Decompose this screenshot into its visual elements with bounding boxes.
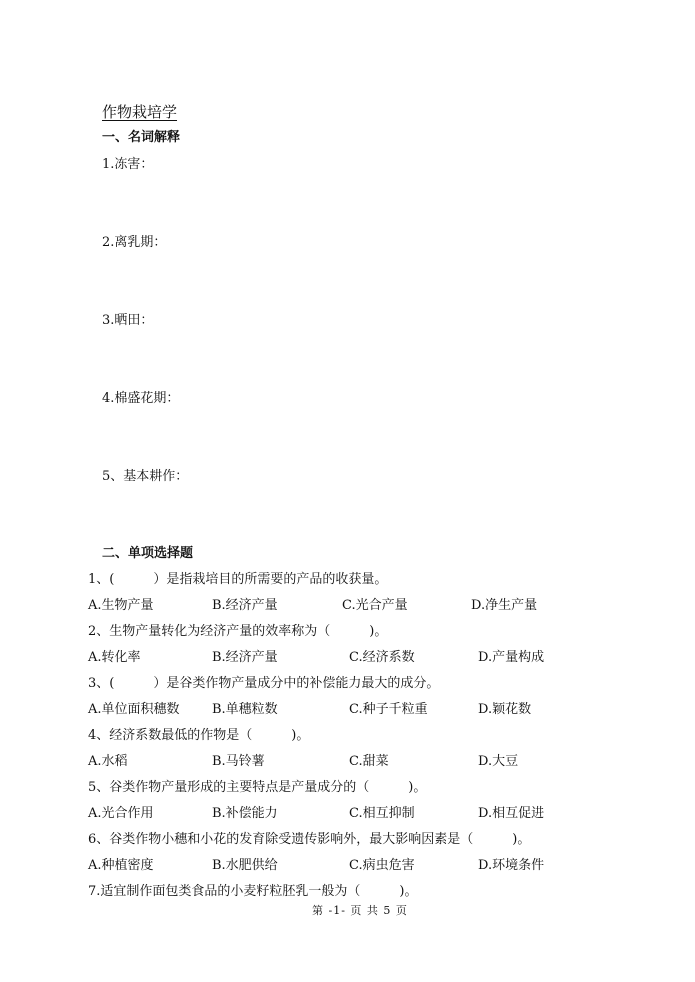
- option-c: C.相互抑制: [349, 806, 415, 821]
- question-stem: 2、生物产量转化为经济产量的效率称为（ )。: [88, 624, 388, 639]
- term-item: 1.冻害：: [102, 157, 154, 172]
- term-item: 2.离乳期：: [102, 235, 167, 250]
- option-a: A.种植密度: [88, 858, 154, 873]
- option-c: C.甜菜: [349, 754, 389, 769]
- term-item: 3.晒田：: [102, 313, 154, 328]
- option-a: A.单位面积穗数: [88, 702, 180, 717]
- term-item: 4.棉盛花期：: [102, 391, 180, 406]
- question-stem: 6、谷类作物小穗和小花的发育除受遗传影响外，最大影响因素是（ )。: [88, 832, 531, 847]
- option-c: C.经济系数: [349, 650, 415, 665]
- option-c: C.种子千粒重: [349, 702, 428, 717]
- document-title: 作物栽培学: [102, 103, 178, 121]
- option-a: A.光合作用: [88, 806, 154, 821]
- option-b: B.经济产量: [212, 650, 278, 665]
- option-c: C.光合产量: [342, 598, 408, 613]
- section-heading-choice: 二、单项选择题: [102, 546, 194, 561]
- option-b: B.马铃薯: [212, 754, 265, 769]
- option-c: C.病虫危害: [349, 858, 415, 873]
- option-b: B.水肥供给: [212, 858, 278, 873]
- option-d: D.环境条件: [478, 858, 545, 873]
- page-footer: 第 -1- 页 共 5 页: [312, 904, 408, 917]
- option-a: A.水稻: [88, 754, 128, 769]
- question-stem: 3、( ）是谷类作物产量成分中的补偿能力最大的成分。: [88, 676, 440, 691]
- option-d: D.相互促进: [478, 806, 545, 821]
- question-stem: 4、经济系数最低的作物是（ )。: [88, 728, 310, 743]
- option-a: A.生物产量: [88, 598, 154, 613]
- option-a: A.转化率: [88, 650, 141, 665]
- option-d: D.大豆: [478, 754, 519, 769]
- section-heading-definitions: 一、名词解释: [102, 130, 181, 145]
- option-b: B.经济产量: [212, 598, 278, 613]
- option-d: D.颖花数: [478, 702, 532, 717]
- term-item: 5、基本耕作：: [102, 469, 189, 484]
- option-d: D.产量构成: [478, 650, 545, 665]
- question-stem: 7.适宜制作面包类食品的小麦籽粒胚乳一般为（ )。: [88, 884, 418, 899]
- question-stem: 5、谷类作物产量形成的主要特点是产量成分的（ )。: [88, 780, 427, 795]
- option-b: B.补偿能力: [212, 806, 278, 821]
- question-stem: 1、( ）是指栽培目的所需要的产品的收获量。: [88, 572, 388, 587]
- option-d: D.净生产量: [471, 598, 538, 613]
- option-b: B.单穗粒数: [212, 702, 278, 717]
